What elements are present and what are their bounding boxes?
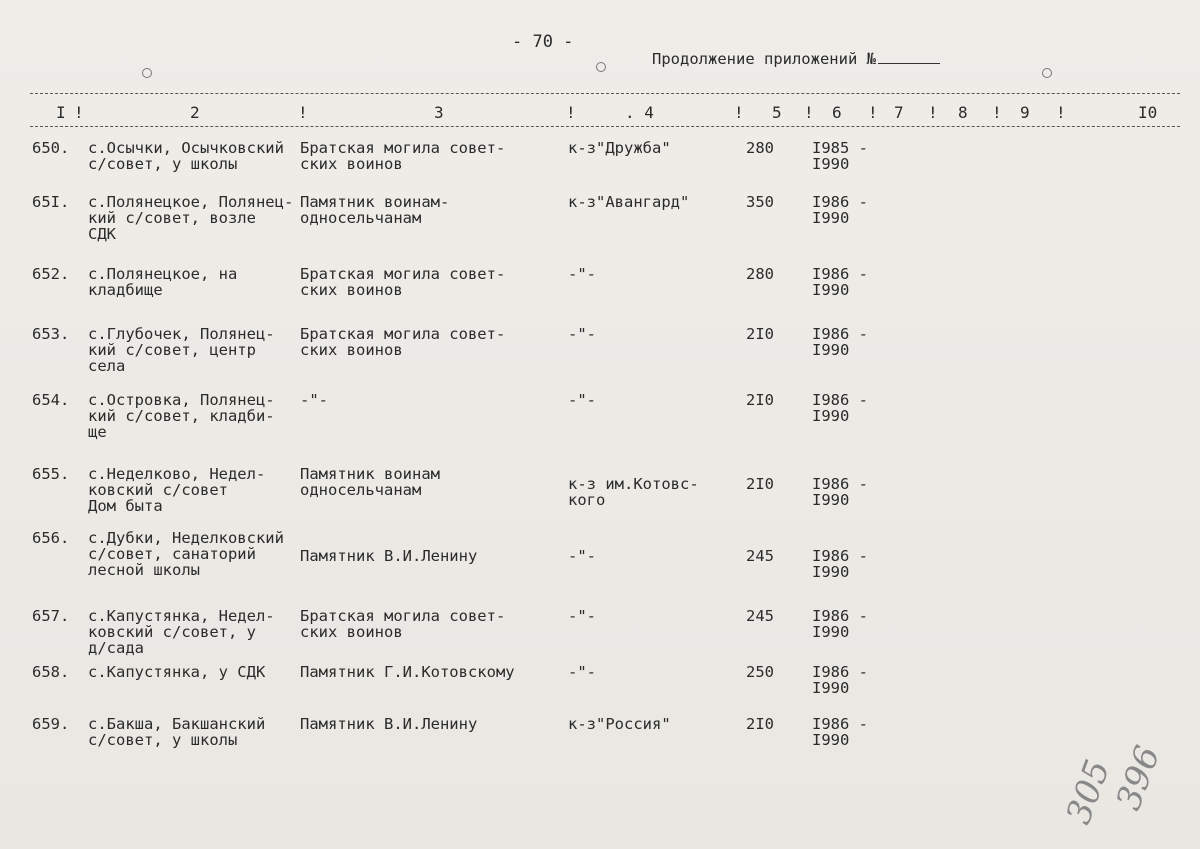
row-number: 653. [32,325,70,343]
header-separator: ! [1056,103,1066,122]
row-years: I986 - I990 [812,547,868,581]
header-separator: ! [566,103,576,122]
row-organization: -"- [568,265,596,283]
row-organization: -"- [568,663,596,681]
header-separator: ! [928,103,938,122]
header-col-7: 7 [894,103,904,122]
row-organization: -"- [568,325,596,343]
header-col-9: 9 [1020,103,1030,122]
row-location: с.Островка, Полянец- кий с/совет, кладби- ще [88,391,275,441]
row-years: I986 - I990 [812,193,868,227]
row-monument: -"- [300,391,328,409]
row-monument: Памятник воинам односельчанам [300,465,440,499]
punch-hole [596,62,606,72]
row-monument: Памятник В.И.Ленину [300,715,478,733]
continuation-label [652,50,940,68]
row-location: с.Капустянка, Недел- ковский с/совет, у д/сада [88,607,275,657]
row-organization: к-з"Дружба" [568,139,671,157]
row-location: с.Осычки, Осычковский с/совет, у школы [88,139,284,173]
row-number: 657. [32,607,70,625]
row-cost: 245 [746,607,774,625]
header-bottom-rule [30,126,1180,127]
row-years: I986 - I990 [812,663,868,697]
row-number: 655. [32,465,70,483]
row-location: с.Глубочек, Полянец- кий с/совет, центр села [88,325,275,375]
row-monument: Братская могила совет- ских воинов [300,265,506,299]
row-organization: -"- [568,547,596,565]
row-monument: Братская могила совет- ских воинов [300,607,506,641]
row-location: с.Полянецкое, Полянец- кий с/совет, возле СДК [88,193,294,243]
header-separator: ! [74,103,84,122]
row-years: I986 - I990 [812,325,868,359]
header-col-3: 3 [434,103,444,122]
header-col-6: 6 [832,103,842,122]
row-cost: 2I0 [746,391,774,409]
row-years: I986 - I990 [812,475,868,509]
row-number: 654. [32,391,70,409]
handwritten-number: 396 [1108,740,1169,816]
row-monument: Памятник В.И.Ленину [300,547,478,565]
row-number: 658. [32,663,70,681]
row-number: 65I. [32,193,70,211]
row-monument: Братская могила совет- ских воинов [300,139,506,173]
header-col-1: I [56,103,66,122]
row-cost: 280 [746,139,774,157]
row-cost: 280 [746,265,774,283]
page-number: - 70 - [512,32,574,52]
header-top-rule [30,93,1180,94]
header-separator: ! [992,103,1002,122]
row-organization: к-з"Россия" [568,715,671,733]
row-cost: 2I0 [746,475,774,493]
header-col-4: . 4 [625,103,654,122]
row-years: I985 - I990 [812,139,868,173]
header-separator: ! [734,103,744,122]
row-monument: Памятник Г.И.Котовскому [300,663,515,681]
row-cost: 250 [746,663,774,681]
header-separator: ! [868,103,878,122]
row-organization: к-з им.Котовс- кого [568,475,699,509]
punch-hole [1042,68,1052,78]
row-location: с.Неделково, Недел- ковский с/совет Дом быта [88,465,266,515]
row-cost: 245 [746,547,774,565]
row-location: с.Полянецкое, на кладбище [88,265,238,299]
row-location: с.Бакша, Бакшанский с/совет, у школы [88,715,266,749]
row-years: I986 - I990 [812,715,868,749]
header-col-2: 2 [190,103,200,122]
row-cost: 2I0 [746,715,774,733]
row-years: I986 - I990 [812,607,868,641]
header-col-10: I0 [1138,103,1158,122]
row-years: I986 - I990 [812,265,868,299]
row-cost: 350 [746,193,774,211]
header-col-5: 5 [772,103,782,122]
row-monument: Братская могила совет- ских воинов [300,325,506,359]
blank-line [878,51,940,64]
row-organization: -"- [568,607,596,625]
row-number: 656. [32,529,70,547]
row-number: 659. [32,715,70,733]
header-col-8: 8 [958,103,968,122]
row-location: с.Капустянка, у СДК [88,663,266,681]
handwritten-number: 305 [1058,754,1119,830]
continuation-text: Продолжение приложений № [652,50,876,68]
row-number: 652. [32,265,70,283]
row-number: 650. [32,139,70,157]
header-separator: ! [298,103,308,122]
row-organization: к-з"Авангард" [568,193,690,211]
row-organization: -"- [568,391,596,409]
header-separator: ! [804,103,814,122]
row-years: I986 - I990 [812,391,868,425]
punch-hole [142,68,152,78]
row-cost: 2I0 [746,325,774,343]
row-monument: Памятник воинам- односельчанам [300,193,450,227]
row-location: с.Дубки, Неделковский с/совет, санаторий лесной школы [88,529,284,579]
